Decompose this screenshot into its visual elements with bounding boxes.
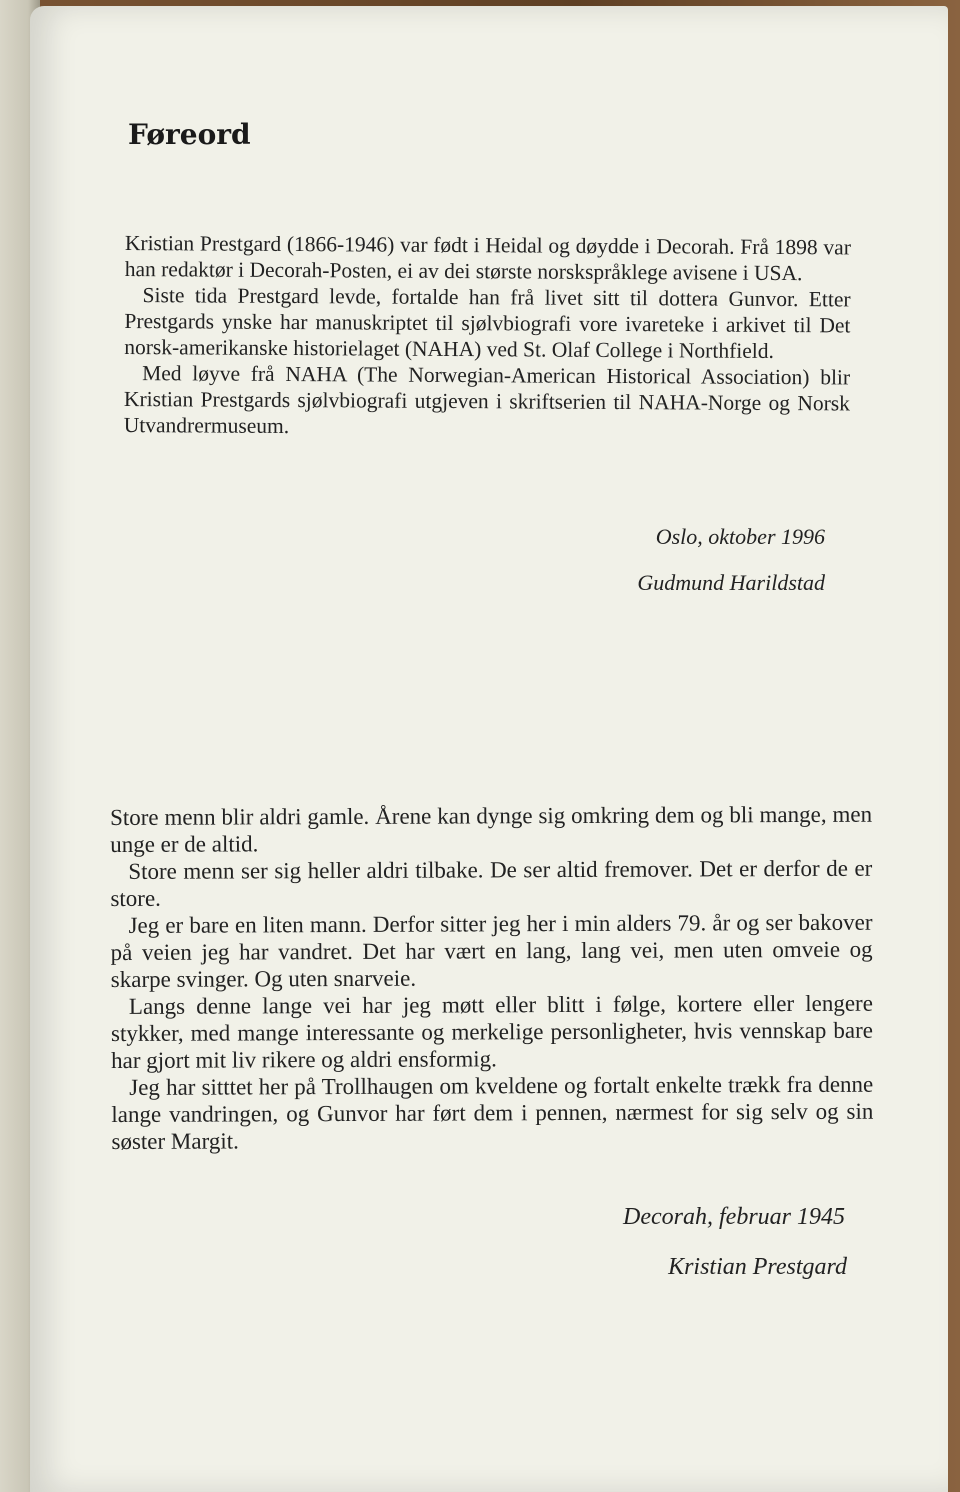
author-foreword-text (110, 801, 874, 1155)
paragraph: Jeg har sitttet her på Trollhaugen om kveldene og fortalt enkelte trækk fra denne lange vandringen, og Gunvor har ført dem i pennen, nærmest for sig selv og sin søster Margit. (111, 1071, 874, 1154)
place-date: Oslo, oktober 1996 (655, 524, 825, 549)
paragraph: Kristian Prestgard (1866-1946) var født i Heidal og døydde i Decorah. Frå 1898 var han redaktør i Decorah-Posten, ei av dei største norskspråklege avisene i USA. (124, 230, 851, 286)
place-date: Decorah, februar 1945 (623, 1204, 845, 1230)
paragraph: Med løyve frå NAHA (The Norwegian-American Historical Association) blir Kristian Prestgards sjølvbiografi utgjeven i skriftserien til NAHA-Norge og Norsk Utvandrermuseum. (123, 361, 851, 439)
paragraph: Store menn blir aldri gamle. Årene kan dynge sig omkring dem og bli mange, men unge er de altid. (110, 801, 873, 857)
paragraph: Jeg er bare en liten mann. Derfor sitter jeg her i min alders 79. år og ser bakover på veien jeg har vandret. Det har vært en lang, lang vei, men uten omveie og skarpe svinger. Og uten snarveie. (110, 909, 873, 992)
book-page (30, 6, 948, 1492)
page-heading: Føreord (128, 118, 251, 151)
signature: Kristian Prestgard (668, 1254, 847, 1280)
paragraph: Siste tida Prestgard levde, fortalde han frå livet sitt til dottera Gunvor. Etter Prestgards ynske har manuskriptet til sjølvbiografi vore ivareteke i arkivet til Det norsk-amerikanske historielaget (NAHA) ved St. Olaf College i Northfield. (124, 283, 851, 363)
paragraph: Langs denne lange vei har jeg møtt eller blitt i følge, kortere eller lengere stykker, med mange interessante og merkelige personligheter, hvis vennskap bare har gjort mit liv rikere og aldri ensformig. (110, 990, 874, 1073)
foreword-editor-text (124, 230, 851, 442)
signature: Gudmund Harildstad (637, 570, 825, 595)
paragraph: Store menn ser sig heller aldri tilbake. De ser altid fremover. Det er derfor de er store. (110, 855, 873, 911)
